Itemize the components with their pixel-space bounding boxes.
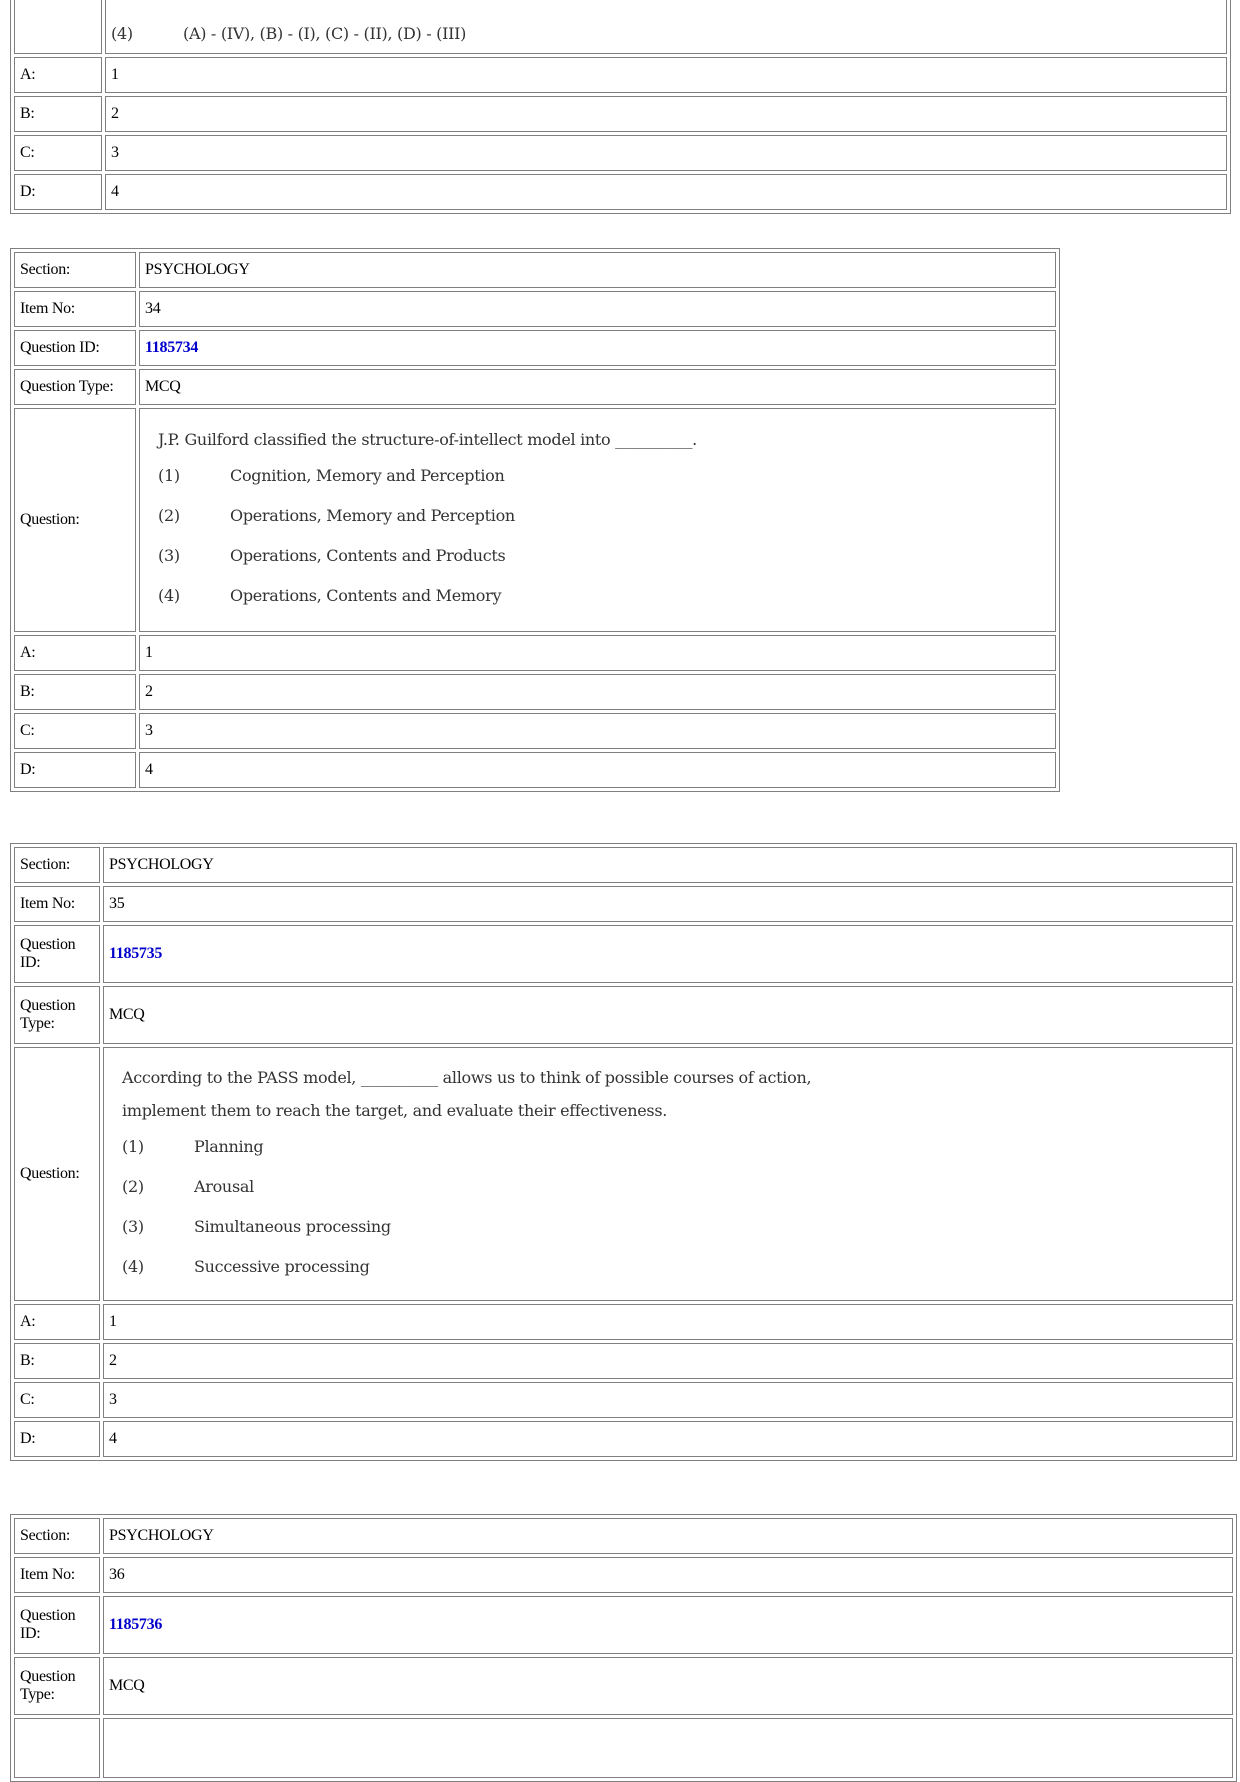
answer-value: 2 (103, 1343, 1233, 1379)
question-text-cell (139, 408, 1056, 632)
question-option (122, 1167, 1227, 1207)
option-text: Operations, Memory and Perception (230, 506, 515, 525)
item-no-value: 35 (103, 886, 1233, 922)
answer-value: 1 (105, 57, 1227, 93)
question-type-value: MCQ (103, 986, 1233, 1044)
question-option (122, 1247, 1227, 1287)
question-label-cell (14, 0, 102, 54)
option-number: (1) (158, 466, 180, 485)
section-value: PSYCHOLOGY (139, 252, 1056, 288)
item-no-value: 36 (103, 1557, 1233, 1593)
question-option (122, 1207, 1227, 1247)
section-value: PSYCHOLOGY (103, 1518, 1233, 1554)
answer-label: D: (14, 1421, 100, 1457)
answer-label: D: (14, 752, 136, 788)
question-type-value: MCQ (139, 369, 1056, 405)
answer-label: B: (14, 1343, 100, 1379)
question-option (158, 456, 1050, 496)
item-no-label: Item No: (14, 291, 136, 327)
answer-value: 1 (103, 1304, 1233, 1340)
answer-label: D: (14, 174, 102, 210)
answer-value: 3 (139, 713, 1056, 749)
question-type-label: Question Type: (14, 986, 100, 1044)
answer-label: C: (14, 135, 102, 171)
answer-value: 1 (139, 635, 1056, 671)
section-label: Section: (14, 847, 100, 883)
question-text-cell (103, 1047, 1233, 1301)
question-id-label: Question ID: (14, 330, 136, 366)
answer-value: 4 (103, 1421, 1233, 1457)
question-type-label: Question Type: (14, 369, 136, 405)
option-text: Simultaneous processing (194, 1217, 391, 1236)
option-text: Operations, Contents and Products (230, 546, 506, 565)
option-text: Operations, Contents and Memory (230, 586, 502, 605)
question-id-label: Question ID: (14, 925, 100, 983)
question-table-35 (10, 843, 1237, 1461)
question-stem-line: According to the PASS model, __________ allows us to think of possible courses of action, (122, 1068, 812, 1087)
answer-label: B: (14, 96, 102, 132)
question-stem: J.P. Guilford classified the structure-of-intellect model into __________. (158, 430, 697, 449)
question-label: Question: (14, 408, 136, 632)
option-number: (4) (122, 1257, 144, 1276)
question-option (122, 1127, 1227, 1167)
answer-value: 3 (105, 135, 1227, 171)
item-no-label: Item No: (14, 886, 100, 922)
option-number: (2) (122, 1177, 144, 1196)
question-label (14, 1718, 100, 1778)
answer-label: A: (14, 57, 102, 93)
question-type-value: MCQ (103, 1657, 1233, 1715)
question-id-value: 1185735 (103, 925, 1233, 983)
question-id-value: 1185736 (103, 1596, 1233, 1654)
option-number: (4) (111, 24, 133, 43)
section-label: Section: (14, 1518, 100, 1554)
option-number: (4) (158, 586, 180, 605)
question-type-label: Question Type: (14, 1657, 100, 1715)
option-text: Arousal (194, 1177, 254, 1196)
option-text: Successive processing (194, 1257, 370, 1276)
answer-label: A: (14, 1304, 100, 1340)
answer-value: 3 (103, 1382, 1233, 1418)
answer-label: C: (14, 713, 136, 749)
answer-value: 2 (105, 96, 1227, 132)
section-value: PSYCHOLOGY (103, 847, 1233, 883)
question-stem-line: implement them to reach the target, and evaluate their effectiveness. (122, 1101, 668, 1120)
question-text-cell (103, 1718, 1233, 1778)
answer-value: 4 (139, 752, 1056, 788)
question-id-label: Question ID: (14, 1596, 100, 1654)
option-text: Planning (194, 1137, 264, 1156)
answer-label: A: (14, 635, 136, 671)
option-number: (2) (158, 506, 180, 525)
question-table-33 (10, 0, 1231, 214)
option-number: (3) (122, 1217, 144, 1236)
question-option (158, 576, 1050, 616)
answer-value: 4 (105, 174, 1227, 210)
question-option (158, 496, 1050, 536)
answer-value: 2 (139, 674, 1056, 710)
option-text: Cognition, Memory and Perception (230, 466, 505, 485)
option-text: (A) - (IV), (B) - (I), (C) - (II), (D) - (III) (183, 24, 467, 43)
question-table-36 (10, 1514, 1237, 1782)
item-no-value: 34 (139, 291, 1056, 327)
answer-label: B: (14, 674, 136, 710)
question-table-34 (10, 248, 1060, 792)
answer-label: C: (14, 1382, 100, 1418)
question-text-cell (105, 0, 1227, 54)
section-label: Section: (14, 252, 136, 288)
item-no-label: Item No: (14, 1557, 100, 1593)
question-id-value: 1185734 (139, 330, 1056, 366)
option-number: (3) (158, 546, 180, 565)
option-number: (1) (122, 1137, 144, 1156)
question-label: Question: (14, 1047, 100, 1301)
question-option (158, 536, 1050, 576)
question-option (111, 0, 1221, 49)
